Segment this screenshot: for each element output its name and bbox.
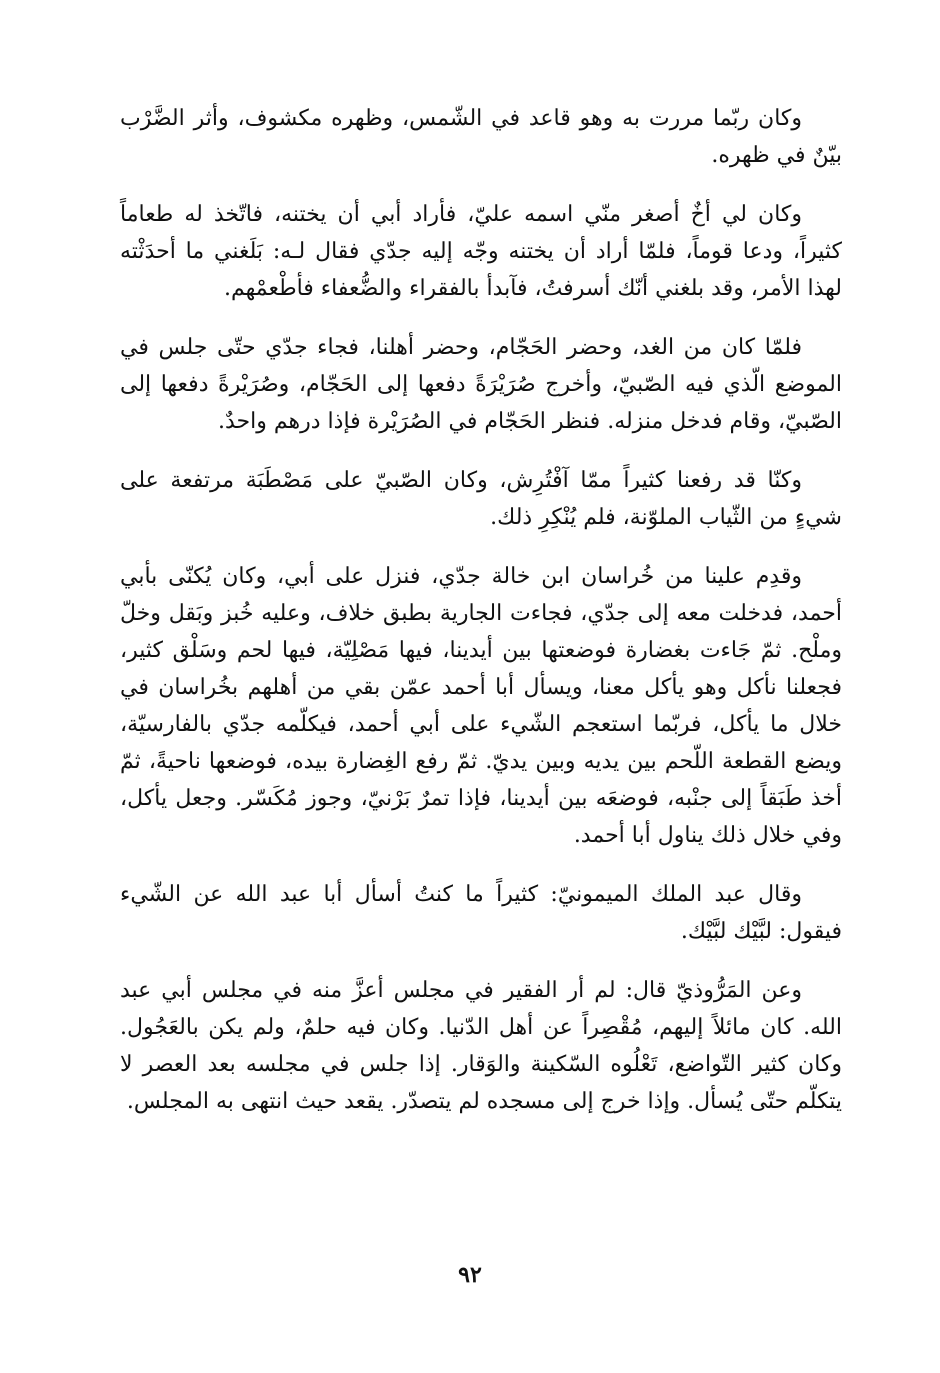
paragraph-4: وكنّا قد رفعنا كثيراً ممّا آفْتُرِش، وكان الصّبيّ على مَصْطَبَة مرتفعة على شيءٍ من الثّياب الملوّنة، فلم يُنْكِرِ ذلك. xyxy=(120,468,842,530)
paragraph-1: وكان ربّما مررت به وهو قاعد في الشّمس، وظهره مكشوف، وأثر الضَّرْب بيّنٌ في ظهره. xyxy=(120,106,842,168)
paragraph-2: وكان لي أخٌ أصغر منّي اسمه عليّ، فأراد أبي أن يختنه، فاتّخذ له طعاماً كثيراً، ودعا قوماً، فلمّا أراد أن يختنه وجّه إليه جدّي فقال لـه: بَلَغني ما أحدَثْته لهذا الأمر، وقد بلغني أنّك أسرفتُ، فآبدأ بالفقراء والضُّعفاء فأطْعمْهم. xyxy=(120,202,842,301)
paragraph-3: فلمّا كان من الغد، وحضر الحَجّام، وحضر أهلنا، فجاء جدّي حتّى جلس في الموضع الّذي فيه الصّبيّ، وأخرج صُرَيْرَةً دفعها إلى الحَجّام، وصُرَيْرةً دفعها إلى الصّبيّ، وقام فدخل منزله. فنظر الحَجّام في الصُرَيْرة فإذا درهم واحدٌ. xyxy=(120,335,842,434)
paragraph-6: وقال عبد الملك الميمونيّ: كثيراً ما كنتُ أسأل أبا عبد الله عن الشّيء فيقول: لبَّيْك لبَّيْك. xyxy=(120,882,842,944)
page-number: ٩٢ xyxy=(458,1262,482,1288)
paragraph-5: وقدِم علينا من خُراسان ابن خالة جدّي، فنزل على أبي، وكان يُكنّى بأبي أحمد، فدخلت معه إلى جدّي، فجاءت الجارية بطبق خلاف، وعليه خُبز وبَقل وخلّ وملْح. ثمّ جَاءت بغضارة فوضعتها بين أيدينا، فيها مَصْلِيّة، فيها لحم وسَلْق كثير، فجعلنا نأكل وهو يأكل معنا، ويسأل أبا أحمد عمّن بقي من أهلهم بخُراسان في خلال ما يأكل، فربّما استعجم الشّيء على أبي أحمد، فيكلّمه جدّي بالفارسيّة، ويضع القطعة اللّحم بين يديه وبين يديّ. ثمّ رفع الغِضارة بيده، فوضعها ناحيةً، ثمّ أخذ طَبَقاً إلى جنْبه، فوضعَه بين أيدينا، فإذا تمرٌ بَرْنيّ، وجوز مُكَسّر. وجعل يأكل، وفي خلال ذلك يناول أبا أحمد. xyxy=(120,564,842,848)
paragraph-7: وعن المَرُّوذيّ قال: لم أر الفقير في مجلس أعزَّ منه في مجلس أبي عبد الله. كان مائلاً إليهم، مُقْصِراً عن أهل الدّنيا. وكان فيه حلمٌ، ولم يكن بالعَجُول. وكان كثير التّواضع، تَعْلُوه السّكينة والوَقار. إذا جلس في مجلسه بعد العصر لا يتكلّم حتّى يُسأل. وإذا خرج إلى مسجده لم يتصدّر. يقعد حيث انتهى به المجلس. xyxy=(120,978,842,1114)
page-body xyxy=(120,100,842,1142)
